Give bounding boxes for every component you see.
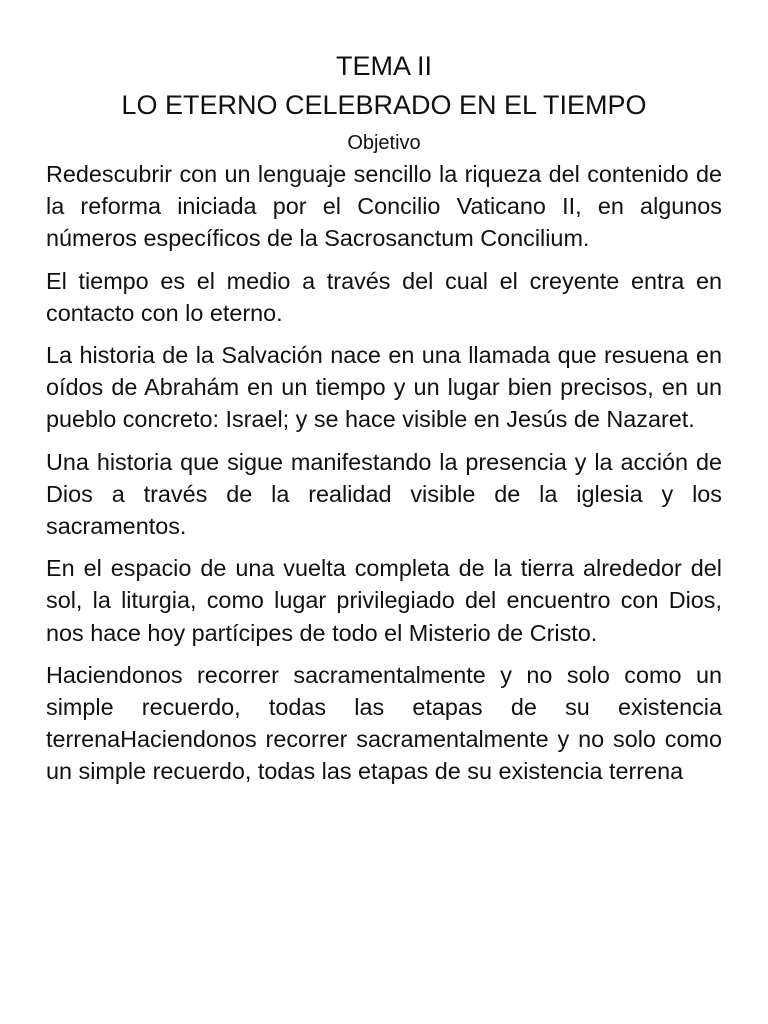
document-page xyxy=(46,48,722,798)
document-title: LO ETERNO CELEBRADO EN EL TIEMPO xyxy=(121,90,647,120)
paragraph-sacramental: Haciendonos recorrer sacramentalmente y no solo como un simple recuerdo, todas las etapas de su existencia terrenaHaciendonos recorrer sacramentalmente y no solo como un simple recuerdo, todas las etapas de su existencia terrena xyxy=(46,661,722,785)
paragraph-liturgy: En el espacio de una vuelta completa de la tierra alrededor del sol, la liturgia, como lugar privilegiado del encuentro con Dios, nos hace hoy partícipes de todo el Misterio de Cristo. xyxy=(46,555,722,646)
paragraph-objective: Redescubrir con un lenguaje sencillo la riqueza del contenido de la reforma iniciada por el Concilio Vaticano II, en algunos números específicos de la Sacrosanctum Concilium. xyxy=(46,161,722,252)
document-heading: TEMA II xyxy=(335,51,433,81)
paragraph-salvation-history: La historia de la Salvación nace en una llamada que resuena en oídos de Abrahám en un tiempo y un lugar bien precisos, en un pueblo concreto: Israel; y se hace visible en Jesús de Nazaret. xyxy=(46,342,722,433)
paragraph-presence: Una historia que sigue manifestando la presencia y la acción de Dios a través de la realidad visible de la iglesia y los sacramentos. xyxy=(46,448,722,540)
paragraph-time: El tiempo es el medio a través del cual el creyente entra en contacto con lo eterno. xyxy=(46,267,722,326)
objective-subheading: Objetivo xyxy=(347,132,421,154)
